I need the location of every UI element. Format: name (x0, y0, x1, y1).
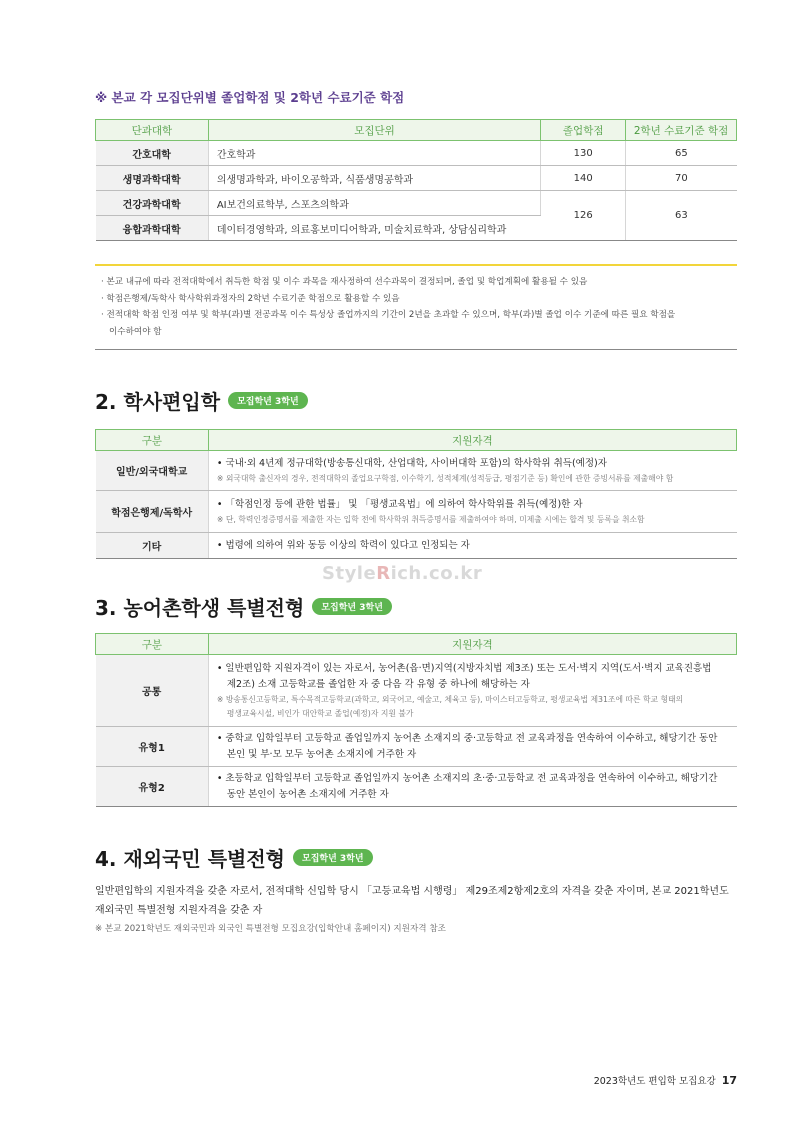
table-row (96, 533, 737, 559)
table-row (96, 767, 737, 807)
table-row (96, 451, 737, 491)
header-grad-credit: 졸업학점 (541, 120, 626, 141)
college-cell: 생명과학대학 (96, 166, 209, 191)
grade-badge: 모집학년 3학년 (312, 598, 392, 615)
section-title-rural-students (95, 592, 392, 621)
category-cell: 기타 (96, 533, 209, 559)
table-row (96, 166, 737, 191)
qualification-main: • 법령에 의하여 위와 동등 이상의 학력이 있다고 인정되는 자 (216, 539, 470, 551)
table-header-row (96, 120, 737, 141)
qualification-main: 본인 및 부·모 모두 농어촌 소재지에 거주한 자 (226, 748, 417, 760)
category-cell: 일반/외국대학교 (96, 451, 209, 491)
qualification-cell (208, 767, 736, 807)
unit-cell: 의생명과학과, 바이오공학과, 식품생명공학과 (208, 166, 540, 191)
qualification-note: 평생교육시설, 비인가 대안학교 졸업(예정)자 지원 불가 (226, 708, 414, 718)
grad-credit-cell: 130 (541, 141, 626, 166)
header-unit: 모집단위 (208, 120, 540, 141)
grade-badge: 모집학년 3학년 (228, 392, 308, 409)
overseas-qualification-line: 일반편입학의 지원자격을 갖춘 자로서, 전적대학 신입학 당시 「고등교육법 시행령」 제29조제2항제2호의 자격을 갖춘 자이며, 본교 2021학년도 (95, 886, 729, 897)
note-item: · 본교 내규에 따라 전적대학에서 취득한 학점 및 이수 과목을 재사정하여 선수과목이 결정되며, 졸업 및 학업계획에 활용될 수 있음 (101, 277, 588, 287)
overseas-qualification-text (95, 882, 745, 920)
college-cell: 간호대학 (96, 141, 209, 166)
unit-cell: AI보건의료학부, 스포츠의학과 (208, 191, 540, 216)
footer-title: 2023학년도 편입학 모집요강 (593, 1076, 716, 1087)
unit-cell: 데이터경영학과, 의료홍보미디어학과, 미술치료학과, 상담심리학과 (208, 216, 540, 241)
header-college: 단과대학 (96, 120, 209, 141)
qualification-main: • 중학교 입학일부터 고등학교 졸업일까지 농어촌 소재지의 중·고등학교 전 교육과정을 연속하여 이수하고, 해당기간 동안 (216, 732, 718, 744)
qualification-cell (208, 655, 736, 727)
credit-table (95, 119, 737, 241)
qualification-cell (208, 533, 736, 559)
qualification-main: • 「학점인정 등에 관한 법률」 및 「평생교육법」에 의하여 학사학위를 취득(예정)한 자 (216, 498, 583, 510)
bachelor-transfer-table (95, 429, 737, 559)
grad-credit-cell: 126 (541, 191, 626, 241)
qualification-main: 제2조) 소재 고등학교를 졸업한 자 중 다음 각 유형 중 하나에 해당하는 자 (226, 678, 530, 690)
note-item: · 학점은행제/독학사 학사학위과정자의 2학년 수료기준 학점으로 활용할 수 있음 (101, 293, 400, 304)
qualification-note: ※ 외국대학 출신자의 경우, 전적대학의 졸업요구학점, 이수학기, 성적체계(성적등급, 평점기준 등) 확인에 관한 증빙서류를 제출해야 함 (216, 473, 674, 483)
college-cell: 융합과학대학 (96, 216, 209, 241)
header-qualification: 지원자격 (208, 430, 736, 451)
table-header-row (96, 634, 737, 655)
grade-badge: 모집학년 3학년 (293, 849, 373, 866)
qualification-main: • 국내·외 4년제 정규대학(방송통신대학, 산업대학, 사이버대학 포함)의 학사학위 취득(예정)자 (216, 457, 607, 469)
page-footer (594, 1073, 737, 1087)
overseas-note: ※ 본교 2021학년도 재외국민과 외국인 특별전형 모집요강(입학안내 홈페이지) 지원자격 참조 (95, 924, 446, 934)
header-category: 구분 (96, 634, 209, 655)
credit-note-title: ※ 본교 각 모집단위별 졸업학점 및 2학년 수료기준 학점 (95, 90, 405, 105)
section-title-overseas-koreans (95, 843, 373, 872)
table-row (96, 191, 737, 216)
qualification-cell (208, 491, 736, 533)
rural-students-table (95, 633, 737, 807)
header-year2-credit: 2학년 수료기준 학점 (626, 120, 737, 141)
section-title-bachelor-transfer (95, 386, 308, 415)
category-cell: 유형1 (96, 727, 209, 767)
header-category: 구분 (96, 430, 209, 451)
watermark-text: StyleRich.co.kr (322, 563, 483, 584)
qualification-note: ※ 단, 학력인정증명서를 제출한 자는 입학 전에 학사학위 취득증명서를 제출하여야 하며, 미제출 시에는 합격 및 등록을 취소함 (216, 514, 645, 524)
section-title-text: 2. 학사편입학 (95, 390, 221, 414)
table-row (96, 655, 737, 727)
qualification-main: 동안 본인이 농어촌 소재지에 거주한 자 (226, 788, 389, 800)
header-qualification: 지원자격 (208, 634, 736, 655)
college-cell: 건강과학대학 (96, 191, 209, 216)
grad-credit-cell: 140 (541, 166, 626, 191)
qualification-note: ※ 방송통신고등학교, 특수목적고등학교(과학고, 외국어고, 예술고, 체육고 등), 마이스터고등학교, 평생교육법 제31조에 따른 학교 형태의 (216, 694, 684, 704)
qualification-cell (208, 451, 736, 491)
notes-box (95, 264, 737, 350)
table-header-row (96, 430, 737, 451)
table-row (96, 491, 737, 533)
qualification-cell (208, 727, 736, 767)
category-cell: 학점은행제/독학사 (96, 491, 209, 533)
note-item: · 전적대학 학점 인정 여부 및 학부(과)별 전공과목 이수 특성상 졸업까지의 기간이 2년을 초과할 수 있으며, 학부(과)별 졸업 이수 기준에 따른 필요 학점을 (101, 310, 676, 320)
table-row (96, 727, 737, 767)
year2-credit-cell: 63 (626, 191, 737, 241)
table-row (96, 141, 737, 166)
section-title-text: 3. 농어촌학생 특별전형 (95, 596, 305, 620)
category-cell: 유형2 (96, 767, 209, 807)
overseas-qualification-line: 재외국민 특별전형 지원자격을 갖춘 자 (95, 905, 263, 916)
category-cell: 공통 (96, 655, 209, 727)
qualification-main: • 초등학교 입학일부터 고등학교 졸업일까지 농어촌 소재지의 초·중·고등학교 전 교육과정을 연속하여 이수하고, 해당기간 (216, 772, 718, 784)
note-item: 이수하여야 함 (109, 326, 162, 337)
section-title-text: 4. 재외국민 특별전형 (95, 847, 285, 871)
qualification-main: • 일반편입학 지원자격이 있는 자로서, 농어촌(읍·면)지역(지방자치법 제3조) 또는 도서·벽지 지역(도서·벽지 교육진흥법 (216, 662, 712, 674)
year2-credit-cell: 70 (626, 166, 737, 191)
unit-cell: 간호학과 (208, 141, 540, 166)
page-number: 17 (721, 1074, 737, 1087)
year2-credit-cell: 65 (626, 141, 737, 166)
